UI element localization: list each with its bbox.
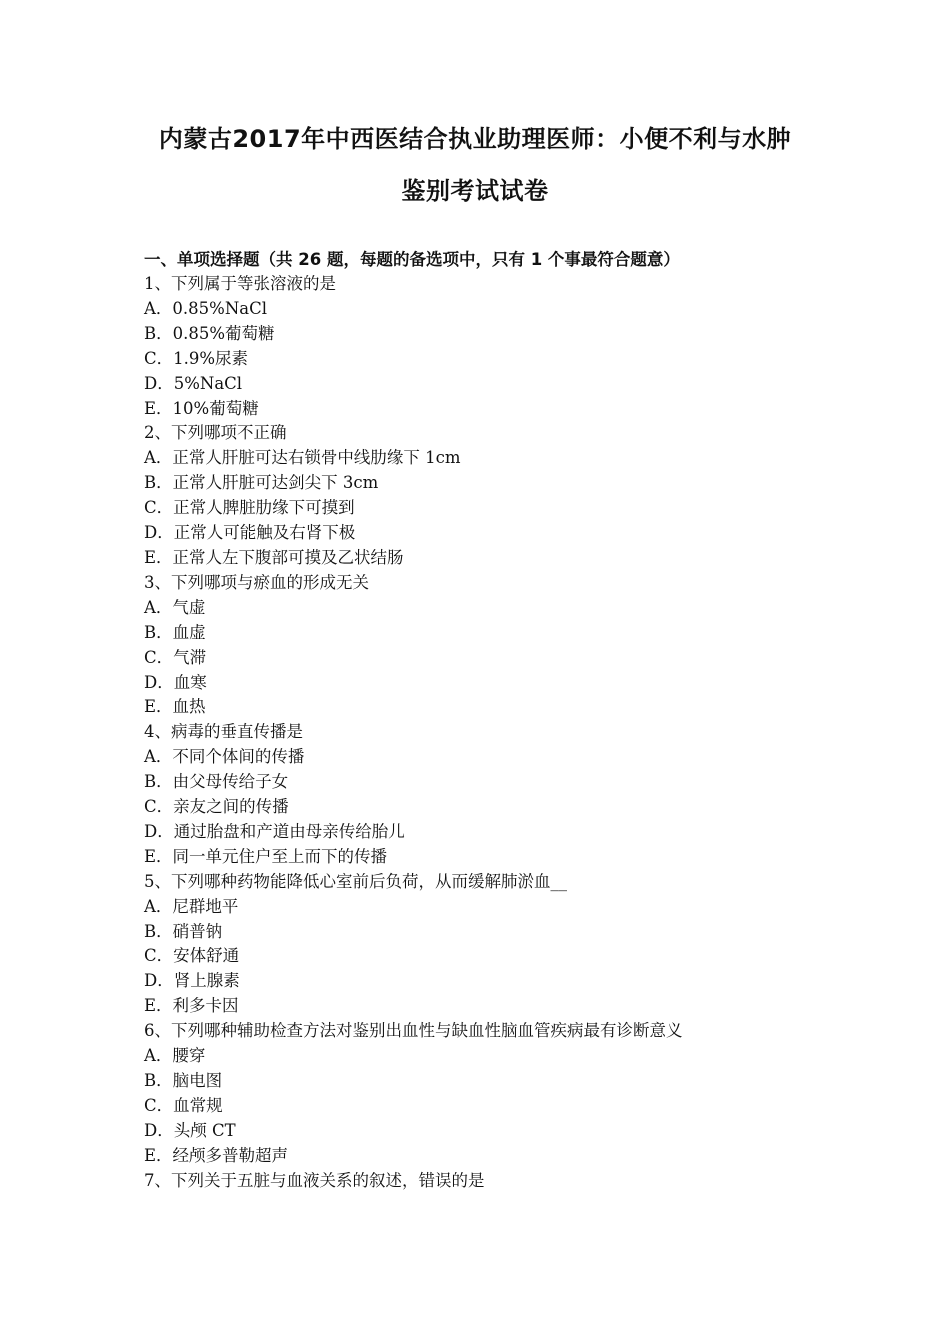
option-c: C．安体舒通 xyxy=(144,946,240,966)
option-a: A．正常人肝脏可达右锁骨中线肋缘下 1cm xyxy=(144,448,461,468)
section-heading: 一、单项选择题（共 26 题，每题的备选项中，只有 1 个事最符合题意） xyxy=(144,250,680,269)
question-5 xyxy=(144,870,824,1019)
option-d: D．正常人可能触及右肾下极 xyxy=(144,523,356,543)
option-c: C．气滞 xyxy=(144,647,207,667)
option-b: B．正常人肝脏可达剑尖下 3cm xyxy=(144,473,379,493)
question-1 xyxy=(144,272,824,421)
option-b: B．硝普钠 xyxy=(144,921,223,941)
title-line-2: 鉴别考试试卷 xyxy=(401,177,549,205)
option-b: B．脑电图 xyxy=(144,1071,223,1090)
question-stem: 2、下列哪项不正确 xyxy=(144,423,287,443)
question-stem: 5、下列哪种药物能降低心室前后负荷，从而缓解肺淤血__ xyxy=(144,871,567,891)
option-c: C．亲友之间的传播 xyxy=(144,797,289,817)
option-a: A．0.85%NaCl xyxy=(144,298,268,318)
option-e: E．正常人左下腹部可摸及乙状结肠 xyxy=(144,547,404,567)
question-4 xyxy=(144,720,824,869)
question-stem: 4、病毒的垂直传播是 xyxy=(144,722,303,742)
question-2 xyxy=(144,421,824,570)
question-7 xyxy=(144,1169,824,1194)
option-d: D．通过胎盘和产道由母亲传给胎儿 xyxy=(144,821,405,841)
option-d: D．头颅 CT xyxy=(144,1120,236,1140)
question-stem: 3、下列哪项与瘀血的形成无关 xyxy=(144,572,369,592)
option-e: E．同一单元住户至上而下的传播 xyxy=(144,846,388,866)
option-b: B．0.85%葡萄糖 xyxy=(144,323,275,343)
option-d: D．5%NaCl xyxy=(144,373,243,393)
option-a: A．气虚 xyxy=(144,597,206,617)
option-e: E．10%葡萄糖 xyxy=(144,398,259,418)
option-e: E．血热 xyxy=(144,697,206,717)
question-stem: 6、下列哪种辅助检查方法对鉴别出血性与缺血性脑血管疾病最有诊断意义 xyxy=(144,1021,683,1041)
option-a: A．腰穿 xyxy=(144,1046,206,1066)
option-c: C．血常规 xyxy=(144,1095,223,1115)
question-stem: 1、下列属于等张溶液的是 xyxy=(144,274,336,293)
document-title xyxy=(0,113,950,217)
option-b: B．由父母传给子女 xyxy=(144,772,289,792)
option-b: B．血虚 xyxy=(144,622,206,642)
option-d: D．肾上腺素 xyxy=(144,971,240,991)
option-e: E．经颅多普勒超声 xyxy=(144,1145,289,1165)
option-a: A．尼群地平 xyxy=(144,896,239,916)
option-c: C．正常人脾脏肋缘下可摸到 xyxy=(144,498,355,518)
option-d: D．血寒 xyxy=(144,672,207,692)
question-3 xyxy=(144,571,824,720)
question-6 xyxy=(144,1019,824,1168)
option-a: A．不同个体间的传播 xyxy=(144,747,305,767)
question-stem: 7、下列关于五脏与血液关系的叙述，错误的是 xyxy=(144,1170,485,1190)
option-c: C．1.9%尿素 xyxy=(144,348,249,368)
title-line-1: 内蒙古2017年中西医结合执业助理医师：小便不利与水肿 xyxy=(158,125,792,153)
option-e: E．利多卡因 xyxy=(144,996,239,1016)
document-body xyxy=(144,247,824,1194)
